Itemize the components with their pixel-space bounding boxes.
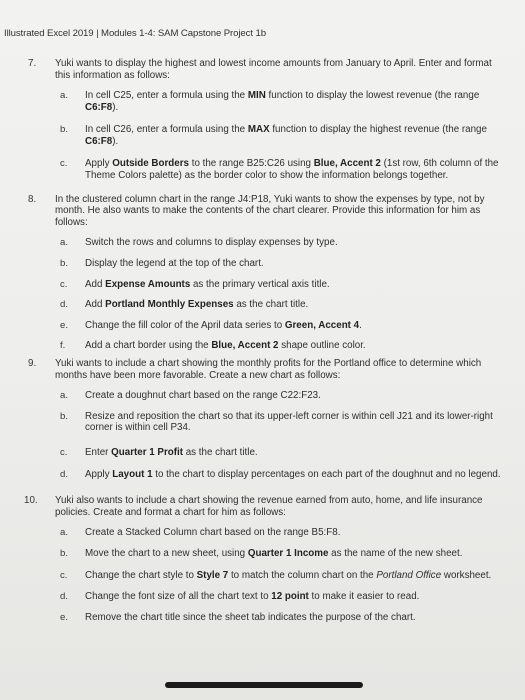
step-8-a: a. Switch the rows and columns to display expenses by type.: [60, 237, 338, 249]
step-10-a: a. Create a Stacked Column chart based on the range B5:F8.: [60, 527, 341, 539]
step-number: 9.: [28, 357, 37, 369]
instruction-list: [0, 58, 525, 623]
step-text: Yuki wants to display the highest and lowest income amounts from January to April. Enter and format this information as follows:: [55, 58, 492, 81]
step-10: [0, 495, 525, 518]
home-indicator-bar[interactable]: [165, 682, 363, 688]
step-7: [0, 58, 525, 81]
step-8-e: e. Change the fill color of the April data series to Green, Accent 4.: [60, 319, 362, 331]
step-number: 10.: [24, 495, 38, 507]
step-7-c: c. Apply Outside Borders to the range B25:C26 using Blue, Accent 2 (1st row, 6th column of the Theme Colors palette) as the border color to show the information belongs together.: [60, 158, 499, 181]
step-8-b: b. Display the legend at the top of the chart.: [60, 257, 264, 269]
step-number: 8.: [28, 193, 37, 205]
step-10-e: e. Remove the chart title since the sheet tab indicates the purpose of the chart.: [60, 611, 416, 623]
step-9-d: d. Apply Layout 1 to the chart to display percentages on each part of the doughnut and no legend.: [60, 469, 501, 481]
step-9-c: c. Enter Quarter 1 Profit as the chart title.: [60, 446, 258, 458]
step-9-b: b. Resize and reposition the chart so that its upper-left corner is within cell J21 and its lower-right corner is within cell P34.: [60, 410, 493, 434]
step-text: Yuki also wants to include a chart showing the revenue earned from auto, home, and life insurance policies. Create and format a chart for him as follows:: [55, 495, 483, 518]
step-8-f: f. Add a chart border using the Blue, Accent 2 shape outline color.: [60, 340, 366, 352]
step-8-c: c. Add Expense Amounts as the primary vertical axis title.: [60, 278, 330, 290]
step-8-d: d. Add Portland Monthly Expenses as the chart title.: [60, 299, 309, 311]
step-number: 7.: [28, 58, 37, 69]
step-10-b: b. Move the chart to a new sheet, using Quarter 1 Income as the name of the new sheet.: [60, 547, 463, 559]
step-10-d: d. Change the font size of all the chart text to 12 point to make it easier to read.: [60, 591, 420, 603]
document-header: Illustrated Excel 2019 | Modules 1-4: SAM Capstone Project 1b: [4, 28, 266, 39]
step-text: In the clustered column chart in the range J4:P18, Yuki wants to show the expenses by type, not by month. He also wants to make the contents of the chart clearer. Provide this information for him as follows:: [55, 193, 485, 228]
step-8: [0, 194, 525, 229]
step-10-c: c. Change the chart style to Style 7 to match the column chart on the Portland Office worksheet.: [60, 570, 492, 582]
step-9: [0, 358, 525, 381]
step-9-a: a. Create a doughnut chart based on the range C22:F23.: [60, 390, 321, 402]
step-7-a: a. In cell C25, enter a formula using the MIN function to display the lowest revenue (the range C6:F8).: [60, 90, 480, 113]
step-7-b: b. In cell C26, enter a formula using the MAX function to display the highest revenue (the range C6:F8).: [60, 124, 487, 147]
step-text: Yuki wants to include a chart showing the monthly profits for the Portland office to determine which months have been more favorable. Create a new chart as follows:: [55, 357, 482, 381]
